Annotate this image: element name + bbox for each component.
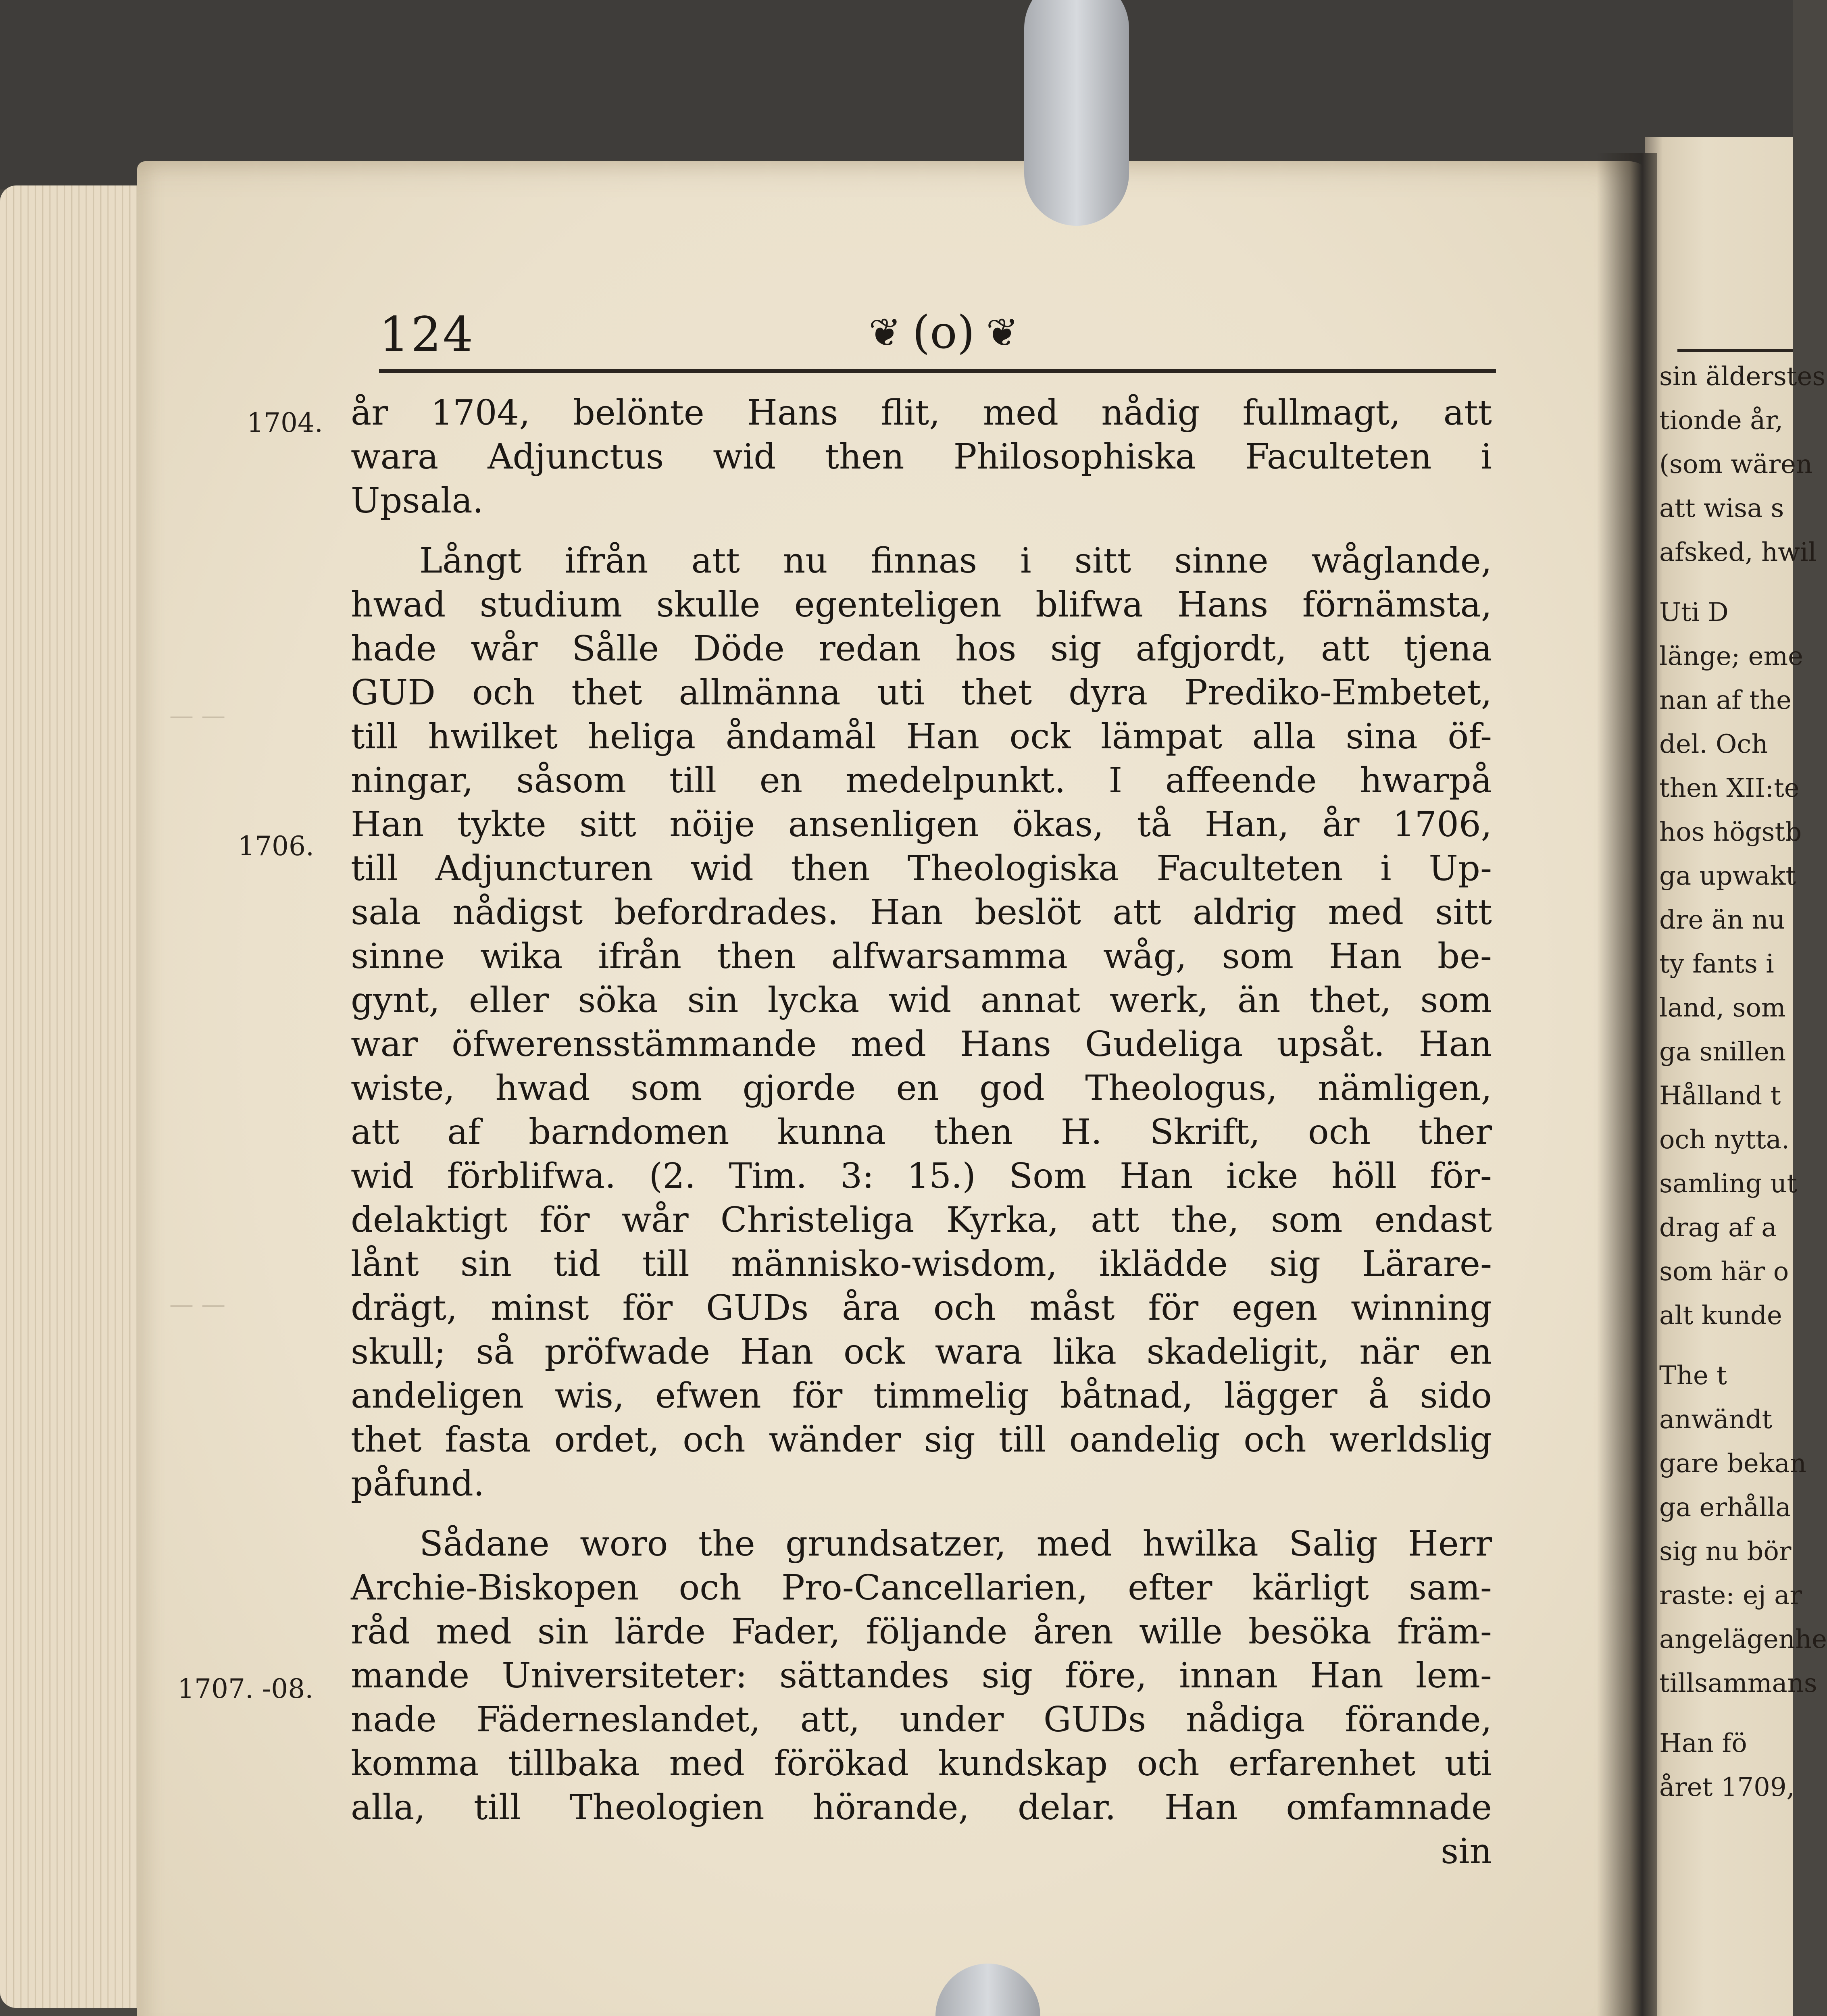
text-line: råd med sin lärde Fader, följande åren wille besöka främ- — [351, 1612, 1492, 1652]
next-page-line: länge; eme — [1659, 641, 1804, 671]
next-page-line: afsked, hwil — [1659, 537, 1817, 567]
text-line: Sådane woro the grundsatzer, med hwilka Salig Herr — [419, 1524, 1492, 1564]
margin-note-1707: 1707. -08. — [177, 1673, 314, 1704]
text-line: att af barndomen kunna then H. Skrift, och ther — [351, 1112, 1492, 1152]
margin-note-1706: 1706. — [238, 831, 314, 862]
header-center-mark: (o) — [912, 306, 975, 359]
next-page-line: tillsammans — [1659, 1668, 1817, 1698]
next-page-line: (som wären — [1659, 450, 1812, 479]
bleed-through-mark: — — — [169, 1290, 226, 1318]
next-page-line: Uti D — [1659, 598, 1729, 627]
page-edges-left — [0, 185, 153, 2008]
next-page-line: anwändt — [1659, 1405, 1773, 1435]
next-page-line: alt kunde — [1659, 1301, 1782, 1331]
text-line: hade wår Sålle Döde redan hos sig afgjordt, att tjena — [351, 629, 1492, 669]
next-page-line: ga erhålla — [1659, 1493, 1791, 1522]
next-page-line: then XII:te — [1659, 773, 1800, 803]
text-line: hwad studium skulle egenteligen blifwa Hans förnämsta, — [351, 585, 1492, 625]
paragraph-3 — [351, 1522, 1492, 1874]
next-page-line — [1659, 575, 1796, 591]
next-page-text — [1659, 355, 1827, 1810]
next-page-line — [1659, 1706, 1796, 1722]
text-line: sinne wika ifrån then alfwarsamma wåg, som Han be- — [351, 936, 1492, 977]
next-page-line: gare bekan — [1659, 1449, 1806, 1479]
text-line: gynt, eller söka sin lycka wid annat werk, än thet, som — [351, 980, 1492, 1020]
next-page-line: dre än nu — [1659, 905, 1785, 935]
header-rule — [379, 369, 1496, 373]
next-page-line: nan af the — [1659, 685, 1792, 715]
text-line: Upsala. — [351, 481, 484, 521]
next-page-rule — [1677, 349, 1793, 352]
text-line: nade Fäderneslandet, att, under GUDs nådiga förande, — [351, 1699, 1492, 1740]
text-line: år 1704, belönte Hans flit, med nådig fullmagt, att — [351, 393, 1492, 433]
next-page-line: tionde år, — [1659, 406, 1783, 435]
next-page-line: Han fö — [1659, 1729, 1747, 1758]
text-line: drägt, minst för GUDs åra och måst för egen winning — [351, 1288, 1492, 1328]
text-line: GUD och thet allmänna uti thet dyra Prediko-Embetet, — [351, 673, 1492, 713]
flourish-right-icon: ❦ — [986, 310, 1019, 355]
header-ornament — [786, 304, 1101, 361]
next-page-line: del. Och — [1659, 729, 1768, 759]
text-line: till hwilket heliga åndamål Han ock lämpat alla sina öf- — [351, 716, 1492, 757]
text-line: Han tykte sitt nöije ansenligen ökas, tå Han, år 1706, — [351, 804, 1492, 845]
text-line: ningar, såsom till en medelpunkt. I affeende hwarpå — [351, 760, 1492, 801]
next-page-line: året 1709, — [1659, 1772, 1795, 1802]
next-page-line: drag af a — [1659, 1213, 1777, 1243]
text-line: wara Adjunctus wid then Philosophiska Faculteten i — [351, 437, 1492, 477]
text-line: komma tillbaka med förökad kundskap och erfarenhet uti — [351, 1743, 1492, 1784]
next-page-line: sin älderstes — [1659, 362, 1826, 392]
next-page-line: The t — [1659, 1361, 1727, 1391]
next-page-line: angelägenhe — [1659, 1624, 1827, 1654]
text-line: skull; så pröfwade Han ock wara lika skadeligit, när en — [351, 1332, 1492, 1372]
bleed-through-mark: — — — [169, 702, 226, 730]
next-page-line: som här o — [1659, 1257, 1789, 1287]
page-clip-top — [1024, 0, 1129, 226]
text-line: wiste, hwad som gjorde en god Theologus, nämligen, — [351, 1068, 1492, 1108]
next-page-line — [1659, 1338, 1796, 1354]
paragraph-2 — [351, 539, 1492, 1506]
margin-note-1704: 1704. — [247, 407, 323, 438]
text-line: mande Universiteter: sättandes sig före, innan Han lem- — [351, 1656, 1492, 1696]
text-line: sala nådigst befordrades. Han beslöt att aldrig med sitt — [351, 892, 1492, 933]
next-page-line: raste: ej ar — [1659, 1581, 1802, 1610]
next-page-line: och nytta. — [1659, 1125, 1790, 1155]
book-gutter-shadow — [1597, 153, 1657, 2016]
next-page-line: ga snillen — [1659, 1037, 1786, 1067]
text-line: war öfwerensstämmande med Hans Gudeliga upsåt. Han — [351, 1024, 1492, 1064]
flourish-left-icon: ❦ — [869, 310, 901, 355]
next-page-line: hos högstb — [1659, 817, 1802, 847]
text-line: alla, till Theologien hörande, delar. Han omfamnade — [351, 1787, 1492, 1828]
next-page-line: sig nu bör — [1659, 1537, 1792, 1566]
next-page-line: ga upwakt — [1659, 861, 1796, 891]
next-page-line: land, som — [1659, 993, 1786, 1023]
page-number: 124 — [379, 306, 475, 362]
text-line: till Adjuncturen wid then Theologiska Faculteten i Up- — [351, 848, 1492, 889]
catchword: sin — [1440, 1831, 1492, 1872]
next-page-line: ty fants i — [1659, 949, 1774, 979]
next-page-line: Hålland t — [1659, 1081, 1781, 1111]
text-line: Archie-Biskopen och Pro-Cancellarien, efter kärligt sam- — [351, 1568, 1492, 1608]
paragraph-1 — [351, 391, 1492, 523]
next-page-line: att wisa s — [1659, 494, 1784, 523]
text-line: wid förblifwa. (2. Tim. 3: 15.) Som Han icke höll för- — [351, 1156, 1492, 1196]
text-line: delaktigt för wår Christeliga Kyrka, att the, som endast — [351, 1200, 1492, 1240]
text-line: thet fasta ordet, och wänder sig till oandelig och werldslig — [351, 1420, 1492, 1460]
text-line: andeligen wis, efwen för timmelig båtnad, lägger å sido — [351, 1376, 1492, 1416]
next-page-line: samling ut — [1659, 1169, 1798, 1199]
text-line: lånt sin tid till människo-wisdom, iklädde sig Lärare- — [351, 1244, 1492, 1284]
body-text — [351, 391, 1492, 1874]
text-line: Långt ifrån att nu finnas i sitt sinne wåglande, — [419, 541, 1492, 581]
text-line: påfund. — [351, 1464, 485, 1504]
